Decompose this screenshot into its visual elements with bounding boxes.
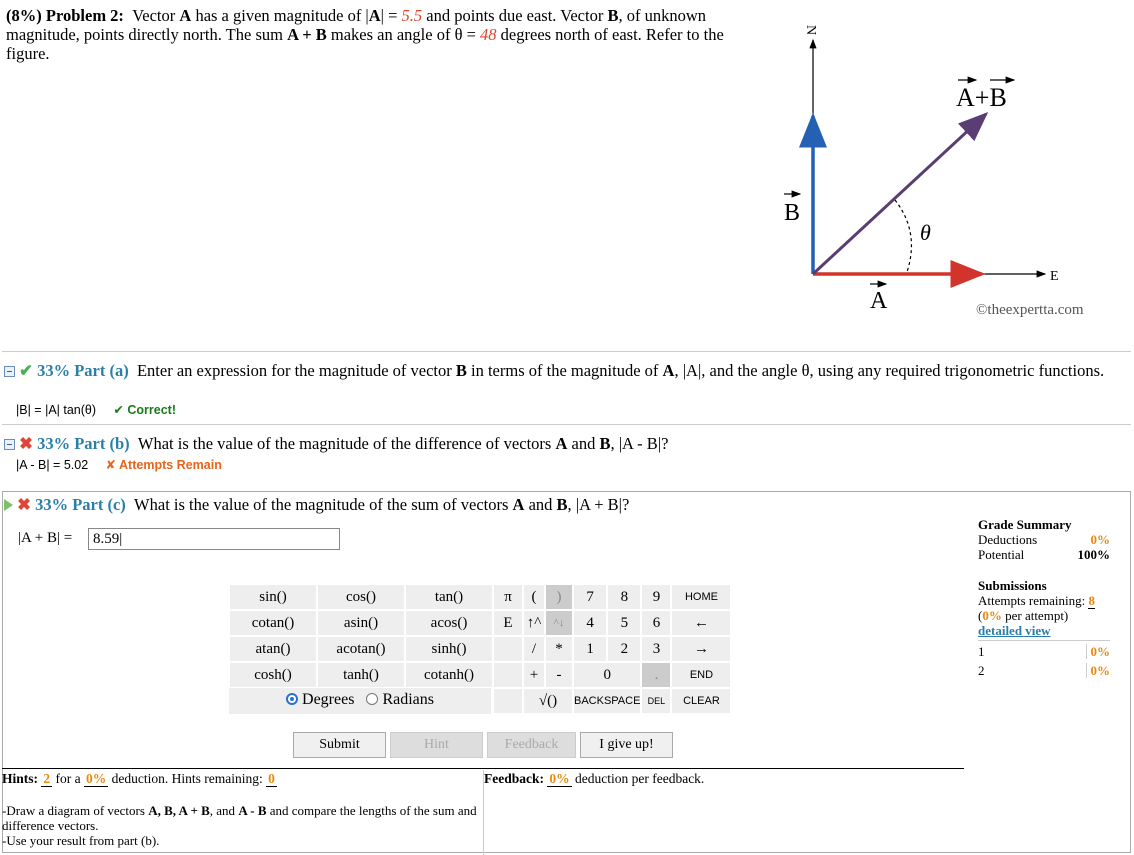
hints-count: 2 [43,771,51,786]
submission-deduction: 0% [1086,663,1111,678]
hints-text: deduction. Hints remaining: [111,771,263,786]
part-b-status: ✘ Attempts Remain [105,458,222,472]
hint-text: , and [209,803,236,818]
vector-sum: A + B [287,25,327,44]
problem-text: , of unknown magnitude, points directly north. The sum [6,6,706,44]
key-7[interactable]: 7 [573,584,607,610]
key-6[interactable]: 6 [641,610,671,636]
grade-summary: Grade Summary Deductions 0% Potential 100% Submissions Attempts remaining: 8 (0% per attempt) detailed view 1 0% 2 0% [978,517,1110,678]
sum-label: A+B [956,83,1007,112]
hint-2: -Use your result from part (b). [2,833,160,848]
key-home[interactable]: HOME [671,584,731,610]
attempts-value: 8 [1088,593,1095,608]
part-a-status: ✔ Correct! [113,403,176,417]
part-c-header [4,495,629,514]
key-dot[interactable]: . [641,662,671,688]
problem-text: and points due east. Vector [426,6,604,25]
key-empty [493,662,523,688]
part-a-question: , |A|, and the angle θ, using any required trigonometric functions. [674,361,1105,380]
key-cos[interactable]: cos() [317,584,405,610]
part-b-answer-row [16,457,222,472]
key-4[interactable]: 4 [573,610,607,636]
radians-label: Radians [382,691,434,708]
radians-radio[interactable] [366,693,378,705]
key-left[interactable]: ← [671,610,731,636]
key-asin[interactable]: asin() [317,610,405,636]
part-c-question: , |A + B|? [567,495,630,514]
vector-b: B [599,434,611,453]
key-multiply[interactable]: * [545,636,573,662]
vector-sum-arrow [813,114,986,274]
submissions-title: Submissions [978,578,1047,593]
key-sinh[interactable]: sinh() [405,636,493,662]
key-clear[interactable]: CLEAR [671,688,731,714]
key-3[interactable]: 3 [641,636,671,662]
vector-a: A [368,6,381,25]
problem-text: | = [380,6,398,25]
vector-b: B [556,495,568,514]
key-cosh[interactable]: cosh() [229,662,317,688]
check-icon: ✔ [19,361,33,380]
key-1[interactable]: 1 [573,636,607,662]
part-b-answer: |A - B| = 5.02 [16,458,89,472]
vector-b: B [607,6,619,25]
part-b-percent: 33% [37,434,71,453]
feedback-panel [484,769,964,787]
collapse-icon[interactable] [4,366,15,377]
part-a-label: Part (a) [74,361,129,380]
submission-number: 2 [978,663,985,678]
hints-label: Hints: [2,771,39,786]
key-empty [493,636,523,662]
key-acos[interactable]: acos() [405,610,493,636]
divider [2,424,1131,425]
part-c-question: and [528,495,553,514]
hints-panel [2,769,482,848]
part-b-header [4,434,668,453]
key-cotanh[interactable]: cotanh() [405,662,493,688]
copyright: ©theexpertta.com [976,302,1084,318]
feedback-deduction: 0% [549,771,570,786]
collapse-icon[interactable] [4,439,15,450]
key-atan[interactable]: atan() [229,636,317,662]
key-2[interactable]: 2 [607,636,641,662]
part-a-question: in terms of the magnitude of [471,361,659,380]
theta-value: 48 [480,25,497,44]
hint-vectors: A, B, A + B [148,803,210,818]
hints-remaining: 0 [268,771,275,786]
per-attempt-label: per attempt) [1005,608,1069,623]
problem-weight: (8%) [6,6,42,25]
problem-statement [6,6,726,63]
feedback-button[interactable]: Feedback [487,732,576,758]
b-label: B [784,200,801,226]
key-9[interactable]: 9 [641,584,671,610]
submit-button[interactable]: Submit [293,732,386,758]
key-cotan[interactable]: cotan() [229,610,317,636]
key-tan[interactable]: tan() [405,584,493,610]
vector-figure [760,10,1120,320]
answer-input[interactable]: 8.59| [88,528,340,550]
key-down[interactable]: ^↓ [545,610,573,636]
numeric-keypad [493,584,731,714]
feedback-text: deduction per feedback. [575,771,705,786]
key-lparen[interactable]: ( [523,584,545,610]
key-up[interactable]: ↑^ [523,610,545,636]
submission-row [978,642,1110,661]
grade-summary-title: Grade Summary [978,517,1072,532]
key-pi[interactable]: π [493,584,523,610]
vector-a: A [179,6,192,25]
answer-label: |A + B| = [18,530,73,546]
detailed-view-link[interactable]: detailed view [978,623,1051,638]
part-c-label: Part (c) [72,495,126,514]
per-attempt-value: 0% [982,608,1002,623]
hint-text: and compare the lengths of the sum and difference vectors. [2,803,477,833]
problem-text: has a given magnitude of | [195,6,369,25]
divider [483,770,484,855]
key-8[interactable]: 8 [607,584,641,610]
divider [2,351,1131,352]
vector-b: B [455,361,467,380]
key-5[interactable]: 5 [607,610,641,636]
key-end[interactable]: END [671,662,731,688]
key-sin[interactable]: sin() [229,584,317,610]
key-right[interactable]: → [671,636,731,662]
key-empty [493,688,523,714]
potential-label: Potential [978,547,1025,562]
key-backspace[interactable]: BACKSPACE [573,688,641,714]
north-label: N [803,25,818,36]
part-b-question: , |A - B|? [610,434,669,453]
play-icon[interactable] [4,499,13,511]
give-up-button[interactable]: I give up! [580,732,673,758]
vector-a: A [512,495,525,514]
part-a-answer-row [16,402,176,417]
angle-mode [229,688,491,714]
key-minus[interactable]: - [545,662,573,688]
potential-value: 100% [1077,547,1110,562]
part-b-question: and [571,434,596,453]
problem-text: degrees north of east. Refer to the figure. [6,25,724,63]
hint-1 [2,803,482,833]
part-c-question: What is the value of the magnitude of the sum of vectors [134,495,509,514]
theta-label: θ [920,220,931,245]
part-b-question: What is the value of the magnitude of the difference of vectors [137,434,552,453]
function-keypad [229,584,493,688]
part-a-percent: 33% [37,361,71,380]
part-b-label: Part (b) [74,434,130,453]
deductions-label: Deductions [978,532,1038,547]
x-icon: ✖ [17,495,31,514]
angle-arc [895,200,911,272]
east-label: E [1050,269,1059,284]
x-icon: ✖ [19,434,33,453]
magnitude-a-value: 5.5 [401,6,423,25]
submission-number: 1 [978,644,985,659]
problem-text: Vector [132,6,176,25]
hint-button[interactable]: Hint [390,732,483,758]
feedback-label: Feedback: [484,771,544,786]
key-plus[interactable]: + [523,662,545,688]
key-sqrt[interactable]: √() [523,688,573,714]
key-tanh[interactable]: tanh() [317,662,405,688]
part-a-answer: |B| = |A| tan(θ) [16,403,97,417]
deductions-value: 0% [1090,532,1110,547]
degrees-radio[interactable] [286,693,298,705]
problem-label: Problem 2: [45,6,124,25]
vector-a: A [555,434,568,453]
degrees-label: Degrees [302,691,355,708]
part-a-header [4,361,1124,380]
key-acotan[interactable]: acotan() [317,636,405,662]
vector-a: A [662,361,675,380]
attempts-label: Attempts remaining: [978,593,1086,608]
key-del[interactable]: DEL [641,688,671,714]
submission-row [978,661,1110,680]
hint-vectors: A - B [238,803,267,818]
part-a-question: Enter an expression for the magnitude of vector [136,361,452,380]
key-e[interactable]: E [493,610,523,636]
hints-deduction: 0% [86,771,107,786]
key-rparen[interactable]: ) [545,584,573,610]
hints-text: for a [55,771,81,786]
a-label: A [870,288,888,314]
key-divide[interactable]: / [523,636,545,662]
part-c-percent: 33% [35,495,69,514]
key-0[interactable]: 0 [573,662,641,688]
hint-text: -Draw a diagram of vectors [2,803,145,818]
problem-text: makes an angle of θ = [330,25,476,44]
submission-deduction: 0% [1086,644,1111,659]
